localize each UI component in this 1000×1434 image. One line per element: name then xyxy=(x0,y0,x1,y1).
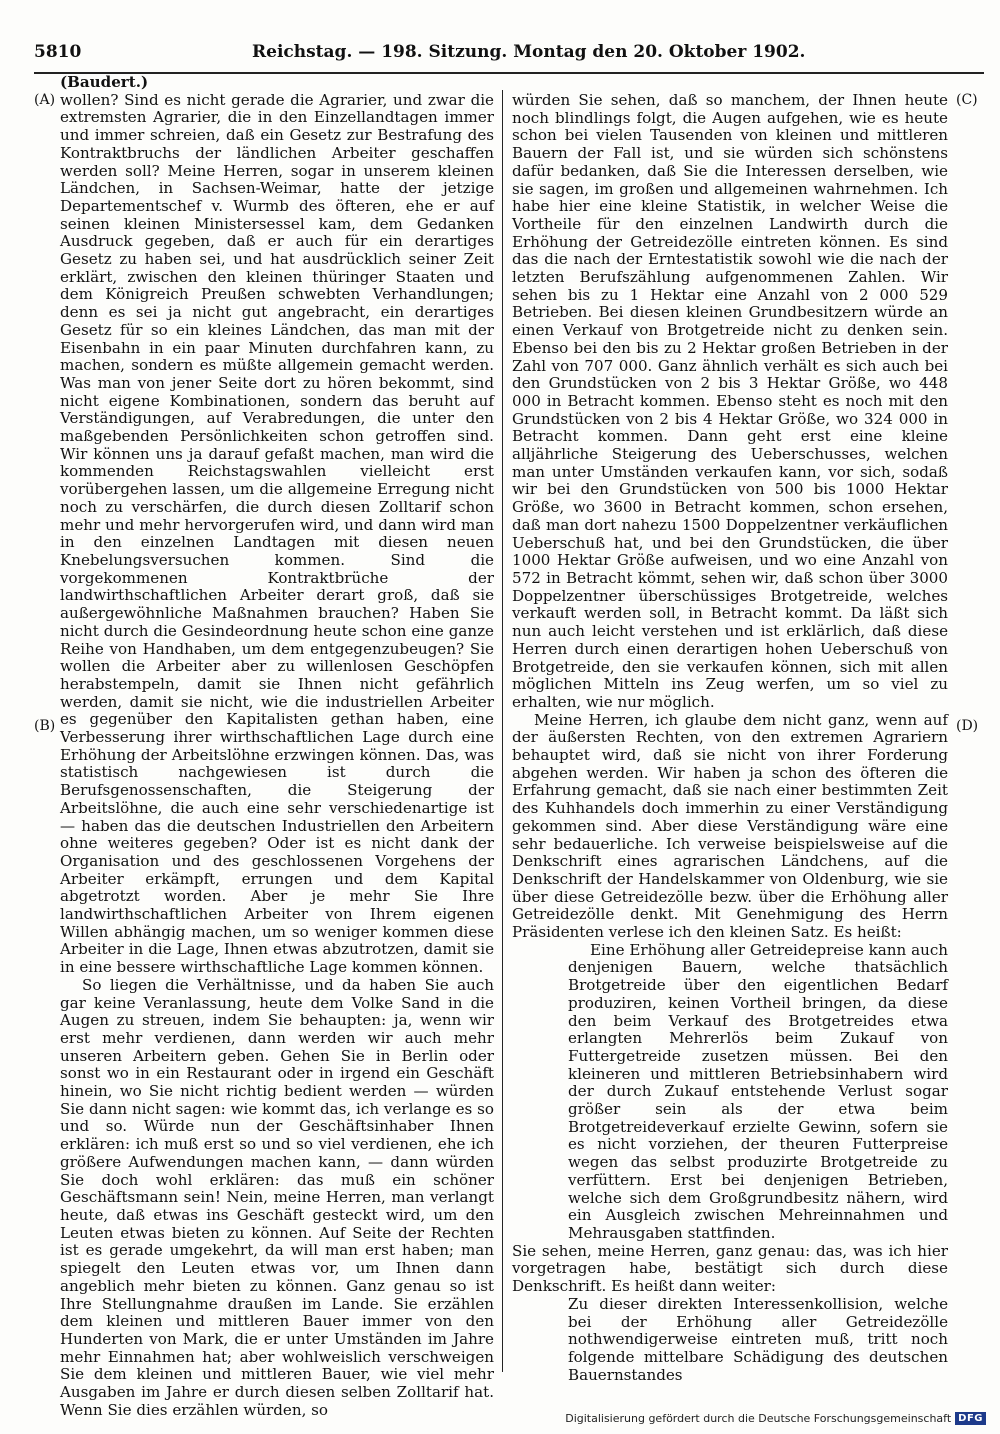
dfg-logo-icon: DFG xyxy=(955,1412,986,1425)
right-column xyxy=(512,91,948,1384)
page-number: 5810 xyxy=(34,42,82,62)
block-quote: Zu dieser direkten Interessenkollision, welche bei der Erhöhung aller Getreidezölle nothwendigerweise eintreten muß, tritt noch folgende mittelbare Schädigung des deutschen Bauernstandes xyxy=(568,1294,948,1384)
footer-credit-text: Digitalisierung gefördert durch die Deutsche Forschungsgemeinschaft xyxy=(565,1412,952,1425)
paragraph: Sie sehen, meine Herren, ganz genau: das, was ich hier vorgetragen habe, bestätigt sich durch diese Denkschrift. Es heißt dann weiter: xyxy=(512,1241,948,1296)
running-head: Reichstag. — 198. Sitzung. Montag den 20. Oktober 1902. xyxy=(252,42,806,62)
footer-credit xyxy=(565,1412,986,1425)
column-divider xyxy=(502,90,503,1372)
paragraph: wollen? Sind es nicht gerade die Agrarier, und zwar die extremsten Agrarier, die in den Einzellandtagen immer und immer schreien, daß ein Gesetz zur Bestrafung des Kontraktbruchs der ländlichen Arbeiter geschaffen werden soll? Meine Herren, sogar in unserem kleinen Ländchen, in Sachsen-Weimar, hatte der jetzige Departementschef v. Wurmb des öfteren, ehe er auf seinen kleinen Ministersessel kam, dem Gedanken Ausdruck gegeben, daß er auch für ein derartiges Gesetz zu haben sei, und hat ausdrücklich seiner Zeit erklärt, zwischen den kleinen thüringer Staaten und dem Königreich Preußen schwebten Verhandlungen; denn es sei ja nicht gut angebracht, ein derartiges Gesetz für so ein kleines Ländchen, das man mit der Eisenbahn in ein paar Minuten durchfahren kann, zu machen, sondern es müßte allgemein gemacht werden. Was man von jener Seite dort zu hören bekommt, sind nicht eigene Kombinationen, sondern das beruht auf Verständigungen, auf Verabredungen, die unter den maßgebenden Persönlichkeiten schon getroffen sind. Wir können uns ja darauf gefaßt machen, man wird die kommenden Reichstagswahlen vielleicht erst vorübergehen lassen, um die allgemeine Erregung nicht noch zu verschärfen, die durch diesen Zolltarif schon mehr und mehr hervorgerufen wird, und dann wird man in den einzelnen Landtagen mit diesen neuen Knebelungsversuchen kommen. Sind die vorgekommenen Kontraktbrüche der landwirthschaftlichen Arbeiter derart groß, daß sie außergewöhnliche Maßnahmen brauchen? Haben Sie nicht durch die Gesindeordnung heute schon eine ganze Reihe von Handhaben, um dem entgegenzubeugen? Sie wollen die Arbeiter aber zu willenlosen Geschöpfen herabstempeln, damit sie Ihnen nicht gefährlich werden, damit sie nicht, wie die industriellen Arbeiter es gegenüber den Kapitalisten gethan haben, eine Verbesserung ihrer wirthschaftlichen Lage durch eine Erhöhung der Arbeitslöhne erzwingen können. Das, was statistisch nachgewiesen ist durch die Berufsgenossenschaften, die Steigerung der Arbeitslöhne, die auch eine sehr verschiedenartige ist — haben das die deutschen Industriellen den Arbeitern ohne weiteres gegeben? Oder ist es nicht dank der Organisation und des geschlossenen Vorgehens der Arbeiter erkämpft, errungen und dem Kapital abgetrotzt worden. Aber je mehr Sie Ihre landwirthschaftlichen Arbeiter von Ihrem eigenen Willen abhängig machen, um so weniger kommen diese Arbeiter in die Lage, Ihnen etwas abzutrotzen, damit sie in eine bessere wirthschaftliche Lage kommen können. xyxy=(60,90,494,977)
margin-mark-d: (D) xyxy=(956,718,979,734)
speaker-label: (Baudert.) xyxy=(60,73,149,91)
left-column xyxy=(60,73,494,1419)
paragraph: So liegen die Verhältnisse, und da haben Sie auch gar keine Veranlassung, heute dem Volke Sand in die Augen zu streuen, indem Sie behaupten: ja, wenn wir erst mehr verdienen, dann werden wir auch mehr unseren Arbeitern geben. Gehen Sie in Berlin oder sonst wo in ein Restaurant oder in irgend ein Geschäft hinein, wo Sie nicht richtig bedient werden — würden Sie dann nicht sagen: wie kommt das, ich verlange es so und so. Würde nun der Geschäftsinhaber Ihnen erklären: ich muß erst so und so viel verdienen, ehe ich größere Aufwendungen machen kann, — dann würden Sie doch wohl erklären: das muß ein schöner Geschäftsmann sein! Nein, meine Herren, man verlangt heute, daß etwas ins Geschäft gesteckt wird, um den Leuten etwas bieten zu können. Auf Seite der Rechten ist es gerade umgekehrt, da will man erst haben; man spiegelt den Leuten etwas vor, um Ihnen dann angeblich mehr bieten zu können. Ganz genau so ist Ihre Stellungnahme draußen im Lande. Sie erzählen dem kleinen und mittleren Bauer immer von den Hunderten von Mark, die er unter Umständen im Jahre mehr Einnahmen hat; aber wohlweislich verschweigen Sie dem kleinen und mittleren Bauer, wie viel mehr Ausgaben im Jahre er durch diesen selben Zolltarif hat. Wenn Sie dies erzählen würden, so xyxy=(60,975,494,1419)
page-header xyxy=(34,40,984,74)
block-quote: Eine Erhöhung aller Getreidepreise kann auch denjenigen Bauern, welche thatsächlich Brotgetreide über den eigentlichen Bedarf produziren, keinen Vortheil bringen, da diese den beim Verkauf des Brotgetreides etwa erlangten Mehrerlös beim Zukauf von Futtergetreide zusetzen müssen. Bei den kleineren und mittleren Betriebsinhabern wird der durch Zukauf entstehende Verlust sogar größer sein als der etwa beim Brotgetreideverkauf erzielte Gewinn, sofern sie es nicht vorziehen, der theuren Futterpreise wegen das selbst produzirte Brotgetreide zu verfüttern. Erst bei denjenigen Betrieben, welche sich dem Großgrundbesitz nähern, wird ein Ausgleich zwischen Mehreinnahmen und Mehrausgaben stattfinden. xyxy=(568,940,948,1242)
paragraph: Meine Herren, ich glaube dem nicht ganz, wenn auf der äußersten Rechten, von den extremen Agrariern behauptet wird, daß sie nicht von ihrer Forderung abgehen werden. Wir haben ja schon des öfteren die Erfahrung gemacht, daß sie nach einer bestimmten Zeit des Kuhhandels doch immerhin zu einer Verständigung gekommen sind. Aber diese Verständigung wäre eine sehr bedauerliche. Ich verweise beispielsweise auf die Denkschrift eines agrarischen Ländchens, auf die Denkschrift der Handelskammer von Oldenburg, wie sie über diese Getreidezölle bezw. über die Erhöhung aller Getreidezölle denkt. Mit Genehmigung des Herrn Präsidenten verlese ich den kleinen Satz. Es heißt: xyxy=(512,710,948,942)
margin-mark-b: (B) xyxy=(34,718,56,734)
paragraph: würden Sie sehen, daß so manchem, der Ihnen heute noch blindlings folgt, die Augen aufgehen, wie es heute schon bei vielen Tausenden von kleinen und mittleren Bauern der Fall ist, und sie würden sich schönstens dafür bedanken, daß Sie die Interessen derselben, wie sie sagen, im großen und allgemeinen wahrnehmen. Ich habe hier eine kleine Statistik, in welcher Weise die Vortheile für den einzelnen Landwirth durch die Erhöhung der Getreidezölle eintreten können. Es sind das die nach der Erntestatistik sowohl wie die nach der letzten Berufszählung aufgenommenen Zahlen. Wir sehen bis zu 1 Hektar eine Anzahl von 2 000 529 Betrieben. Bei diesen kleinen Grundbesitzern würde an einen Verkauf von Brotgetreide nicht zu denken sein. Ebenso bei den bis zu 2 Hektar großen Betrieben in der Zahl von 707 000. Ganz ähnlich verhält es sich auch bei den Grundstücken von 2 bis 3 Hektar Größe, wo 448 000 in Betracht kommen. Ebenso steht es noch mit den Grundstücken von 2 bis 4 Hektar Größe, wo 324 000 in Betracht kommen. Dann geht erst eine kleine alljährliche Steigerung des Ueberschusses, welchen man unter Umständen verkaufen kann, vor sich, sodaß wir bei den Grundstücken von 500 bis 1000 Hektar Größe, wo 3600 in Betracht kommen, schon ersehen, daß man dort nahezu 1500 Doppelzentner verkäuflichen Ueberschuß hat, und bei den Grundstücken, die über 1000 Hektar Größe aufweisen, und wo eine Anzahl von 572 in Betracht kömmt, sehen wir, daß schon über 3000 Doppelzentner überschüssiges Brotgetreide, welches verkauft werden soll, in Betracht kommt. Da läßt sich nun auch leicht verstehen und ist erklärlich, daß diese Herren durch einen derartigen hohen Ueberschuß von Brotgetreide, den sie verkaufen können, sich mit allen möglichen Mitteln ins Zeug werfen, um so viel zu erhalten, wie nur möglich. xyxy=(512,91,948,711)
margin-mark-a: (A) xyxy=(34,92,56,108)
margin-mark-c: (C) xyxy=(956,92,978,108)
